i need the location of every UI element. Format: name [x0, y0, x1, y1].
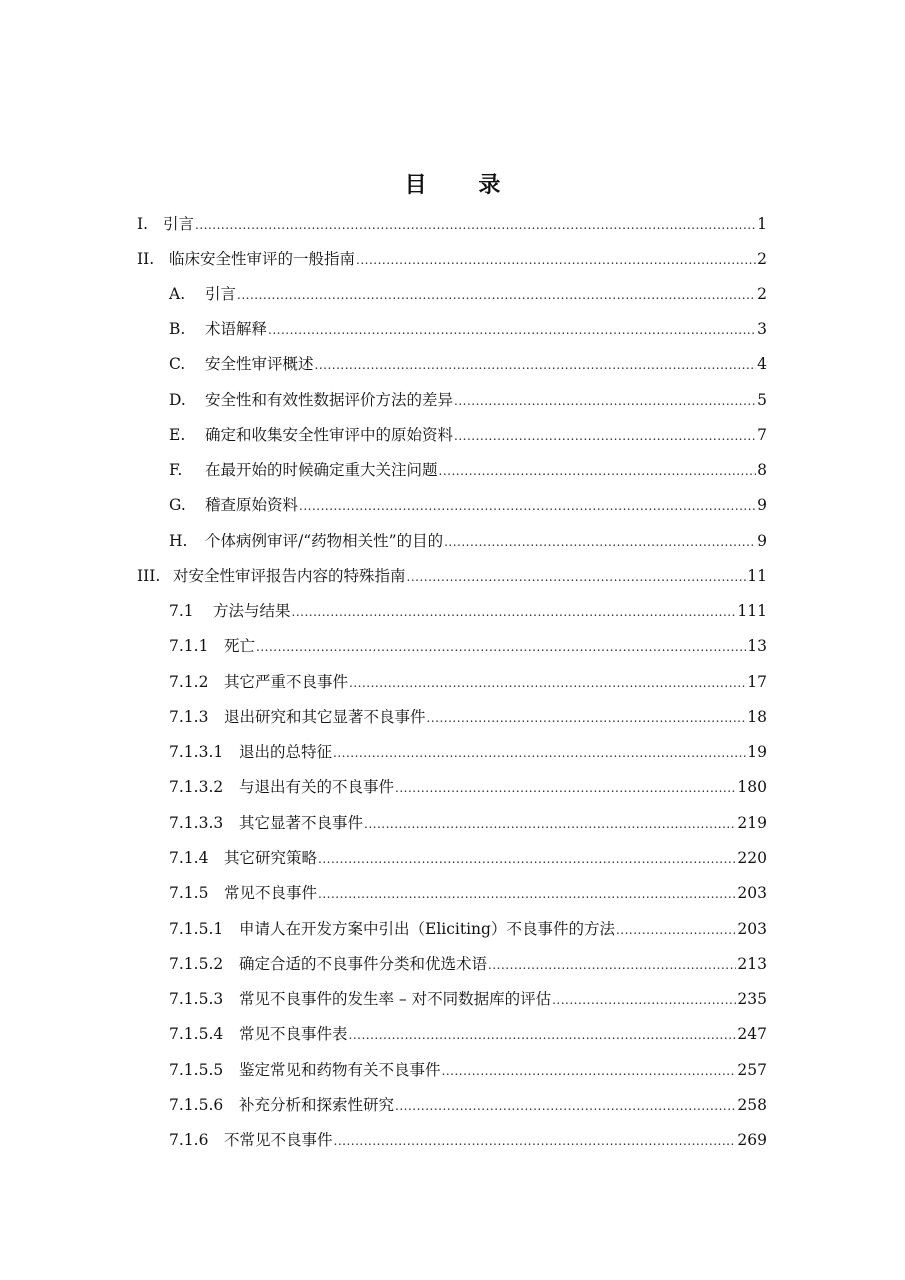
toc-entry-number: 7.1.1: [169, 637, 209, 655]
dot-leader: [195, 212, 756, 238]
dot-leader: [318, 881, 736, 907]
toc-entry-page: 257: [737, 1061, 767, 1079]
toc-entry-label: 常见不良事件: [224, 884, 318, 902]
toc-entry-number: 7.1.3.1: [169, 743, 224, 761]
toc-entry-label: 个体病例审评/“药物相关性”的目的: [205, 532, 444, 550]
toc-entry-number: 7.1.5.4: [169, 1025, 224, 1043]
toc-entry-label: 其它研究策略: [224, 849, 318, 867]
dot-leader: [395, 1093, 736, 1119]
toc-entry[interactable]: [169, 951, 767, 977]
dot-leader: [237, 282, 756, 308]
toc-entry-number: 7.1.5.5: [169, 1061, 224, 1079]
dot-leader: [315, 352, 757, 378]
toc-entry[interactable]: [169, 457, 767, 483]
toc-entry-number: 7.1.3.3: [169, 814, 224, 832]
toc-entry-page: 203: [737, 920, 767, 938]
toc-entry-label: 临床安全性审评的一般指南: [169, 250, 356, 268]
toc-entry-page: 220: [737, 849, 767, 867]
toc-entry-number: 7.1.3: [169, 708, 209, 726]
toc-entry[interactable]: [169, 1021, 767, 1047]
toc-entry[interactable]: [169, 704, 767, 730]
toc-entry[interactable]: [169, 633, 767, 659]
toc-entry-label: 引言: [163, 215, 195, 233]
toc-entry[interactable]: [169, 880, 767, 906]
toc-entry-number: E.: [169, 426, 186, 444]
dot-leader: [299, 493, 756, 519]
toc-entry[interactable]: [137, 211, 767, 237]
dot-leader: [356, 247, 756, 273]
toc-entry[interactable]: [169, 1057, 767, 1083]
dot-leader: [349, 1022, 737, 1048]
toc-entry-label: 术语解释: [205, 320, 268, 338]
toc-entry-number: 7.1.5.2: [169, 955, 224, 973]
toc-entry-page: 2: [757, 250, 767, 268]
toc-entry-label: 安全性和有效性数据评价方法的差异: [205, 391, 454, 409]
toc-entry-label: 常见不良事件的发生率 – 对不同数据库的评估: [239, 990, 552, 1008]
toc-entry-page: 4: [757, 355, 767, 373]
dot-leader: [334, 1128, 737, 1154]
toc-entry-label: 稽查原始资料: [205, 496, 299, 514]
toc-entry-page: 19: [747, 743, 767, 761]
toc-entry-label: 确定和收集安全性审评中的原始资料: [205, 426, 454, 444]
toc-entry-label: 死亡: [224, 637, 256, 655]
toc-entry[interactable]: [169, 281, 767, 307]
toc-entry-page: 7: [757, 426, 767, 444]
toc-entry-page: 3: [757, 320, 767, 338]
toc-entry-page: 5: [757, 391, 767, 409]
toc-entry-label: 引言: [205, 285, 237, 303]
toc-entry-number: 7.1.2: [169, 673, 209, 691]
dot-leader: [268, 317, 756, 343]
toc-entry[interactable]: [169, 316, 767, 342]
toc-entry-page: 203: [737, 884, 767, 902]
toc-entry-label: 与退出有关的不良事件: [239, 778, 395, 796]
dot-leader: [395, 775, 736, 801]
toc-entry-page: 17: [747, 673, 767, 691]
toc-entry[interactable]: [137, 246, 767, 272]
toc-entry-label: 补充分析和探索性研究: [239, 1096, 395, 1114]
toc-entry-page: 111: [737, 602, 767, 620]
dot-leader: [454, 388, 756, 414]
toc-entry-page: 9: [757, 496, 767, 514]
toc-entry[interactable]: [169, 1127, 767, 1153]
toc-entry-label: 不常见不良事件: [224, 1131, 333, 1149]
toc-entry-number: F.: [169, 461, 183, 479]
toc-entry-number: I.: [137, 215, 149, 233]
toc-entry-page: 247: [737, 1025, 767, 1043]
toc-entry-page: 8: [757, 461, 767, 479]
toc-entry-label: 退出研究和其它显著不良事件: [224, 708, 426, 726]
toc-entry-page: 258: [737, 1096, 767, 1114]
toc-entry-page: 11: [747, 567, 767, 585]
toc-entry-number: D.: [169, 391, 186, 409]
toc-entry[interactable]: [169, 1092, 767, 1118]
toc-entry[interactable]: [169, 422, 767, 448]
toc-entry-label: 在最开始的时候确定重大关注问题: [205, 461, 438, 479]
toc-entry-number: 7.1.5.3: [169, 990, 224, 1008]
toc-entry[interactable]: [169, 528, 767, 554]
toc-entry-number: 7.1.3.2: [169, 778, 224, 796]
toc-entry[interactable]: [169, 492, 767, 518]
toc-entry-page: 219: [737, 814, 767, 832]
toc-entry-number: 7.1.6: [169, 1131, 209, 1149]
toc-entry[interactable]: [169, 986, 767, 1012]
toc-entry-number: G.: [169, 496, 186, 514]
toc-entry-page: 2: [757, 285, 767, 303]
toc-entry-number: C.: [169, 355, 186, 373]
toc-entry-page: 18: [747, 708, 767, 726]
toc-entry-label: 退出的总特征: [239, 743, 333, 761]
dot-leader: [333, 740, 746, 766]
toc-entry[interactable]: [169, 669, 767, 695]
toc-entry-label: 鉴定常见和药物有关不良事件: [239, 1061, 441, 1079]
toc-entry-page: 1: [757, 215, 767, 233]
toc-entry-number: B.: [169, 320, 186, 338]
toc-entry-label: 对安全性审评报告内容的特殊指南: [173, 567, 406, 585]
toc-entry[interactable]: [169, 387, 767, 413]
dot-leader: [439, 458, 757, 484]
toc-entry-number: 7.1.5.1: [169, 920, 224, 938]
toc-entry-page: 235: [737, 990, 767, 1008]
toc-entry-number: II.: [137, 250, 155, 268]
toc-entry-page: 213: [737, 955, 767, 973]
toc-entry-page: 180: [737, 778, 767, 796]
toc-entry-number: H.: [169, 532, 188, 550]
toc-entry-page: 13: [747, 637, 767, 655]
toc-entry-page: 269: [737, 1131, 767, 1149]
toc-entry-label: 其它严重不良事件: [224, 673, 349, 691]
toc-entry-label: 申请人在开发方案中引出（Eliciting）不良事件的方法: [239, 920, 615, 938]
dot-leader: [256, 634, 746, 660]
toc-entry[interactable]: [169, 916, 767, 942]
toc-entry-number: 7.1: [169, 602, 194, 620]
toc-entry[interactable]: [169, 739, 767, 765]
toc-entry-label: 确定合适的不良事件分类和优选术语: [239, 955, 488, 973]
dot-leader: [442, 1058, 737, 1084]
toc-entry-page: 9: [757, 532, 767, 550]
toc-entry-number: 7.1.4: [169, 849, 209, 867]
toc-entry[interactable]: [169, 774, 767, 800]
dot-leader: [349, 670, 746, 696]
dot-leader: [444, 529, 756, 555]
toc-title: 目 录: [404, 172, 523, 198]
toc-entry-number: 7.1.5: [169, 884, 209, 902]
toc-entry-label: 方法与结果: [213, 602, 291, 620]
dot-leader: [407, 564, 747, 590]
toc-entry-number: III.: [137, 567, 161, 585]
toc-entry[interactable]: [169, 598, 767, 624]
dot-leader: [427, 705, 747, 731]
dot-leader: [616, 917, 736, 943]
dot-leader: [364, 811, 736, 837]
dot-leader: [488, 952, 736, 978]
toc-entry[interactable]: [137, 563, 767, 589]
dot-leader: [552, 987, 736, 1013]
toc-entry[interactable]: [169, 351, 767, 377]
toc-entry-label: 安全性审评概述: [205, 355, 314, 373]
toc-entry-number: 7.1.5.6: [169, 1096, 224, 1114]
toc-entry-number: A.: [169, 285, 186, 303]
dot-leader: [318, 846, 736, 872]
dot-leader: [292, 599, 737, 625]
toc-entry[interactable]: [169, 810, 767, 836]
toc-entry[interactable]: [169, 845, 767, 871]
toc-entry-label: 其它显著不良事件: [239, 814, 364, 832]
toc-entry-label: 常见不良事件表: [239, 1025, 348, 1043]
dot-leader: [454, 423, 756, 449]
